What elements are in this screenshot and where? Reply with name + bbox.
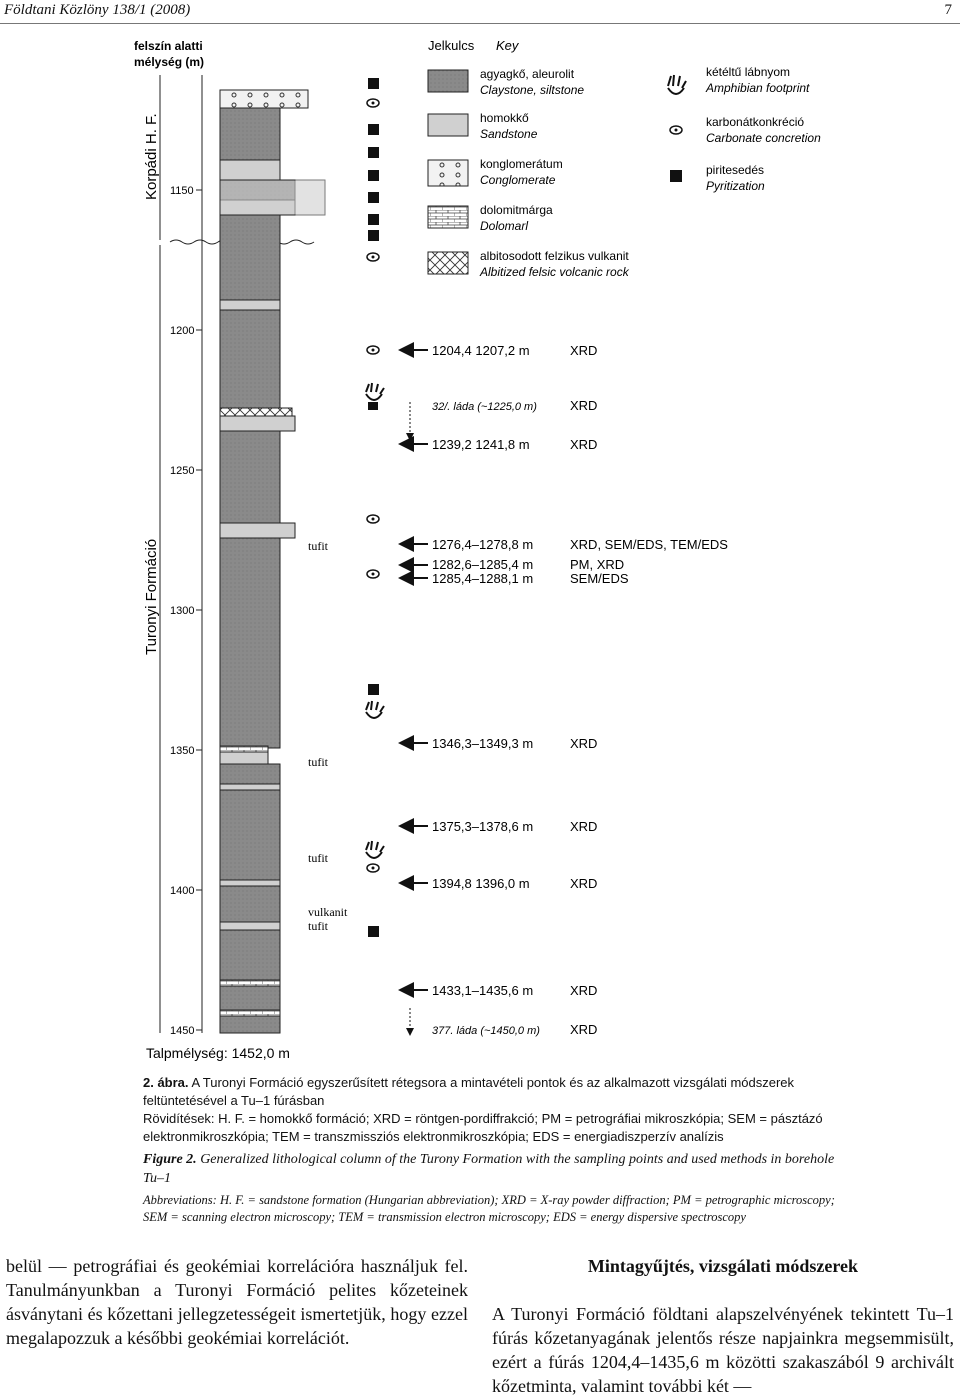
layer-dolomarl xyxy=(220,980,280,986)
amphibian-footprint-icon xyxy=(668,75,686,94)
layer-sandstone-tufit xyxy=(220,880,280,886)
depth-tick-label: 1250 xyxy=(170,465,195,477)
caption-hu-text: A Turonyi Formáció egyszerűsített rétegsora a mintavételi pontok és az alkalmazott vizsgálati módszerek feltüntetésével a Tu–1 fúrásban xyxy=(143,1075,795,1108)
depth-axis-title: felszín alatti xyxy=(134,39,203,53)
layer-claystone xyxy=(220,108,280,160)
layer-claystone xyxy=(220,930,280,980)
layer-sandstone xyxy=(220,160,280,180)
legend-label-en: Carbonate concretion xyxy=(706,131,821,145)
pyrite-icon xyxy=(368,684,379,695)
carbonate-concretion-icon xyxy=(670,126,682,134)
layer-label-tufit: tufit xyxy=(308,851,328,865)
legend-label: konglomerátum xyxy=(480,157,563,171)
layer-sandstone-tufit xyxy=(220,752,268,764)
carbonate-concretion-icon xyxy=(367,864,379,872)
layer-sandstone xyxy=(220,784,280,790)
legend-swatch-conglomerate xyxy=(428,160,468,186)
layer-claystone xyxy=(220,790,280,880)
sample-method: XRD xyxy=(570,819,598,834)
legend-label-en: Amphibian footprint xyxy=(706,81,810,95)
layer-claystone xyxy=(220,215,280,300)
layer-sandstone xyxy=(220,416,295,431)
sample-method: XRD xyxy=(570,876,598,891)
section-title: Mintagyűjtés, vizsgálati módszerek xyxy=(587,1256,859,1276)
legend-label: dolomitmárga xyxy=(480,203,553,217)
caption-hu-main xyxy=(143,1074,853,1110)
sample-depth: 1282,6–1285,4 m xyxy=(432,557,534,572)
sample-method: XRD xyxy=(570,343,598,358)
layer-claystone xyxy=(220,886,280,922)
figure-caption-hungarian xyxy=(143,1074,853,1146)
depth-tick-label: 1300 xyxy=(170,605,195,617)
carbonate-concretion-icon xyxy=(367,99,379,107)
pyrite-icon xyxy=(368,230,379,241)
caption-en-label: Figure 2. xyxy=(143,1152,197,1167)
caption-en-abbrev: Abbreviations: H. F. = sandstone formation (Hungarian abbreviation); XRD = X-ray powder diffraction; PM = petrographic microscopy; SEM = scanning electron microscopy; TEM = transmission electron microscopy; EDS = energy dispersive spectroscopy xyxy=(143,1193,835,1224)
body-column-left xyxy=(6,1254,468,1350)
sample-depth: 377. láda (~1450,0 m) xyxy=(432,1025,540,1037)
lithological-column xyxy=(220,90,325,1033)
layer-label-tufit: tufit xyxy=(308,539,328,553)
sample-depth: 1375,3–1378,6 m xyxy=(432,819,534,834)
sample-depth: 1276,4–1278,8 m xyxy=(432,537,534,552)
sample-method: SEM/EDS xyxy=(570,571,629,586)
total-depth-label: Talpmélység: 1452,0 m xyxy=(146,1045,290,1061)
layer-sandstone xyxy=(220,180,325,215)
sample-method: XRD xyxy=(570,398,598,413)
legend-label-en: Dolomarl xyxy=(480,219,529,233)
sample-method: XRD xyxy=(570,437,598,452)
journal-title: Földtani Közlöny 138/1 (2008) xyxy=(4,2,191,18)
pyrite-icon xyxy=(368,147,379,158)
pyrite-icon xyxy=(368,926,379,937)
layer-claystone xyxy=(220,764,280,784)
sample-depth: 1285,4–1288,1 m xyxy=(432,571,534,586)
legend-swatch-sandstone xyxy=(428,114,468,136)
legend-label: karbonátkonkréció xyxy=(706,115,805,129)
caption-hu-label: 2. ábra. xyxy=(143,1075,189,1090)
page-header xyxy=(0,0,960,28)
pyrite-icon xyxy=(368,124,379,135)
sample-points xyxy=(400,343,728,1037)
figure-caption-english xyxy=(143,1150,853,1226)
formation-label-turonyi: Turonyi Formáció xyxy=(143,538,160,655)
pyrite-icon xyxy=(368,78,379,89)
carbonate-concretion-icon xyxy=(367,515,379,523)
header-rule xyxy=(0,23,960,24)
legend-label: agyagkő, aleurolit xyxy=(480,67,575,81)
layer-claystone xyxy=(220,538,280,748)
layer-claystone xyxy=(220,986,280,1010)
legend-label: homokkő xyxy=(480,111,529,125)
caption-hu-abbrev: Rövidítések: H. F. = homokkő formáció; XRD = röntgen-pordiffrakció; PM = petrográfiai mikroszkópia; SEM = pásztázó elektronmikroszkópia; TEM = transzmissziós elektronmikroszkópia; EDS = energiadiszperzív analízis xyxy=(143,1111,823,1144)
layer-label-tufit: tufit xyxy=(308,919,328,933)
legend-label: piritesedés xyxy=(706,163,765,177)
caption-en-text: Generalized lithological column of the Turony Formation with the sampling points and used methods in borehole Tu–1 xyxy=(143,1152,835,1186)
sample-depth: 1346,3–1349,3 m xyxy=(432,736,534,751)
amphibian-footprint-icon xyxy=(366,701,384,718)
sample-depth: 1394,8 1396,0 m xyxy=(432,876,530,891)
depth-ticks xyxy=(170,185,202,1037)
layer-claystone xyxy=(220,431,280,523)
carbonate-concretion-icon xyxy=(367,253,379,261)
layer-claystone xyxy=(220,1016,280,1033)
caption-en-main xyxy=(143,1150,853,1188)
layer-label-vulkanit: vulkanit xyxy=(308,905,348,919)
layer-label-tufit: tufit xyxy=(308,755,328,769)
depth-tick-label: 1400 xyxy=(170,885,195,897)
layer-sandstone xyxy=(220,300,280,310)
legend-label-en: Claystone, siltstone xyxy=(480,83,585,97)
legend-label: kétéltű lábnyom xyxy=(706,65,791,79)
body-paragraph: belül — petrográfiai és geokémiai korrelációra használjuk fel. Tanulmányunkban a Turonyi Formáció pelites kőzeteinek ásványtani és kőzettani jellegzetességeit ismertetjük, hogy ezzel megalapozzuk a későbbi geokémiai korrelációt. xyxy=(6,1256,468,1348)
amphibian-footprint-icon xyxy=(366,383,384,410)
legend-label-en: Sandstone xyxy=(480,127,538,141)
pyrite-icon xyxy=(368,192,379,203)
sample-method: XRD xyxy=(570,983,598,998)
sample-method: XRD xyxy=(570,736,598,751)
sample-depth: 1433,1–1435,6 m xyxy=(432,983,534,998)
depth-tick-label: 1350 xyxy=(170,745,195,757)
layer-volcanic-tufit xyxy=(220,922,280,930)
pyrite-icon xyxy=(368,170,379,181)
legend-label: albitosodott felzikus vulkanit xyxy=(480,249,629,263)
layer-claystone xyxy=(220,310,280,410)
legend-swatch-claystone xyxy=(428,70,468,92)
pyrite-icon xyxy=(670,170,682,182)
body-column-right xyxy=(492,1254,954,1398)
formation-label-korpadi: Korpádi H. F. xyxy=(143,113,160,200)
body-paragraph: A Turonyi Formáció földtani alapszelvényének tekintett Tu–1 fúrás kőzetanyagának jelentős része napjainkra megsemmisült, ezért a fúrás 1204,4–1435,6 m közötti szakaszából 9 archivált kőzetminta, valamint további két — xyxy=(492,1304,954,1396)
legend-label-en: Pyritization xyxy=(706,179,765,193)
sample-depth: 32/. láda (~1225,0 m) xyxy=(432,401,537,413)
legend-swatch-dolomarl xyxy=(428,206,468,228)
depth-tick-label: 1450 xyxy=(170,1025,195,1037)
legend-swatch-volcanic xyxy=(428,252,468,274)
page-number: 7 xyxy=(944,2,952,18)
carbonate-concretion-icon xyxy=(367,570,379,578)
depth-axis-title-unit: mélység (m) xyxy=(134,55,205,69)
sample-depth: 1204,4 1207,2 m xyxy=(432,343,530,358)
sample-method: XRD xyxy=(570,1022,598,1037)
carbonate-concretion-icon xyxy=(367,346,379,354)
legend-title-hu: Jelkulcs xyxy=(428,38,475,53)
sample-depth: 1239,2 1241,8 m xyxy=(432,437,530,452)
depth-tick-label: 1150 xyxy=(170,185,194,197)
lithological-column-figure xyxy=(130,30,860,1070)
layer-dolomarl xyxy=(220,746,268,752)
legend xyxy=(428,38,821,279)
layer-volcanic xyxy=(220,408,292,416)
layer-dolomarl xyxy=(220,1010,280,1016)
layer-conglomerate xyxy=(220,90,308,108)
depth-tick-label: 1200 xyxy=(170,325,195,337)
amphibian-footprint-icon xyxy=(366,841,384,858)
legend-label-en: Conglomerate xyxy=(480,173,556,187)
legend-label-en: Albitized felsic volcanic rock xyxy=(480,265,629,279)
pyrite-icon xyxy=(368,214,379,225)
sample-method: XRD, SEM/EDS, TEM/EDS xyxy=(570,537,728,552)
layer-sandstone-tufit xyxy=(220,523,295,538)
sample-method: PM, XRD xyxy=(570,557,625,572)
symbol-column xyxy=(366,78,384,937)
legend-title-en: Key xyxy=(496,38,519,53)
